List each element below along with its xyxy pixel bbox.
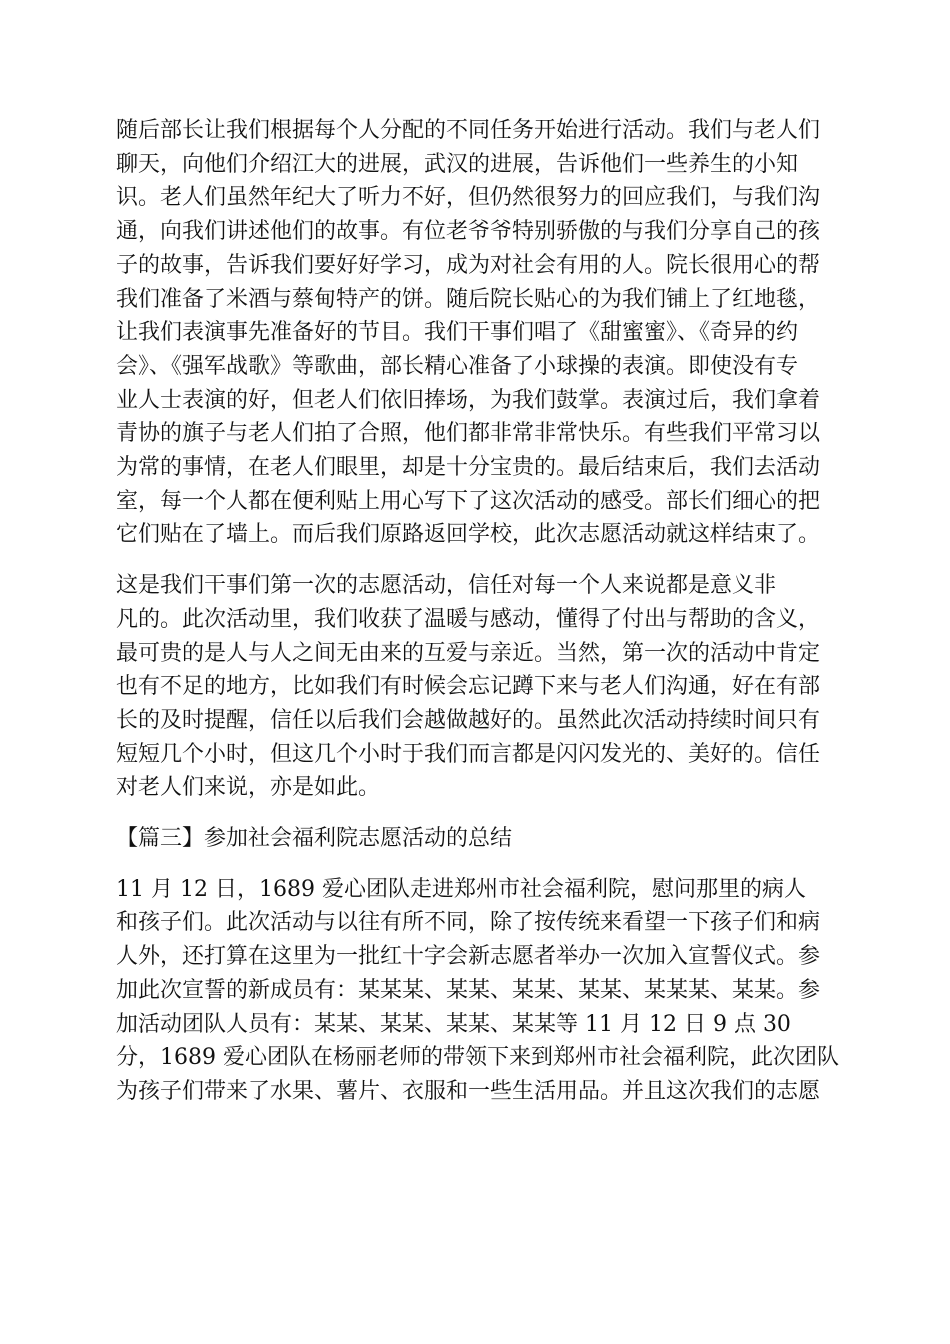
paragraph-spacer — [116, 552, 836, 569]
text-line: 子的故事，告诉我们要好好学习，成为对社会有用的人。院长很用心的帮 — [116, 252, 821, 278]
text-line: 长的及时提醒，信任以后我们会越做越好的。虽然此次活动持续时间只有 — [116, 707, 821, 733]
text-line: 为常的事情，在老人们眼里，却是十分宝贵的。最后结束后，我们去活动 — [116, 455, 821, 481]
text-line: 识。老人们虽然年纪大了听力不好，但仍然很努力的回应我们，与我们沟 — [116, 185, 821, 211]
text-line: 11 月 12 日，1689 爱心团队走进郑州市社会福利院，慰问那里的病人 — [116, 876, 806, 902]
document-page — [116, 114, 839, 1109]
text-line: 我们准备了米酒与蔡甸特产的饼。随后院长贴心的为我们铺上了红地毯， — [116, 286, 821, 312]
text-line: 青协的旗子与老人们拍了合照，他们都非常非常快乐。有些我们平常习以 — [116, 421, 821, 447]
text-line: 最可贵的是人与人之间无由来的互爱与亲近。当然，第一次的活动中肯定 — [116, 640, 821, 666]
text-line: 也有不足的地方，比如我们有时候会忘记蹲下来与老人们沟通，好在有部 — [116, 674, 821, 700]
text-line: 对老人们来说，亦是如此。 — [116, 775, 381, 801]
text-line: 业人士表演的好，但老人们依旧捧场，为我们鼓掌。表演过后，我们拿着 — [116, 387, 821, 413]
text-line: 这是我们干事们第一次的志愿活动，信任对每一个人来说都是意义非 — [116, 573, 777, 599]
text-line: 让我们表演事先准备好的节目。我们干事们唱了《甜蜜蜜》、《奇异的约 — [116, 320, 799, 346]
text-line: 短短几个小时，但这几个小时于我们而言都是闪闪发光的、美好的。信任 — [116, 741, 821, 767]
text-line: 加活动团队人员有：某某、某某、某某、某某等 11 月 12 日 9 点 30 — [116, 1011, 791, 1037]
paragraph-welfare-visit — [116, 873, 839, 1109]
text-line: 分，1689 爱心团队在杨丽老师的带领下来到郑州市社会福利院，此次团队 — [116, 1045, 839, 1071]
text-line: 聊天，向他们介绍江大的进展，武汉的进展，告诉他们一些养生的小知 — [116, 151, 799, 177]
paragraph-spacer — [116, 805, 836, 822]
text-line: 随后部长让我们根据每个人分配的不同任务开始进行活动。我们与老人们 — [116, 118, 821, 143]
text-line: 为孩子们带来了水果、薯片、衣服和一些生活用品。并且这次我们的志愿 — [116, 1078, 821, 1104]
text-line: 室，每一个人都在便利贴上用心写下了这次活动的感受。部长们细心的把 — [116, 488, 821, 514]
section-heading: 【篇三】参加社会福利院志愿活动的总结 — [116, 826, 513, 852]
text-line: 人外，还打算在这里为一批红十字会新志愿者举办一次加入宣誓仪式。参 — [116, 944, 821, 970]
text-line: 凡的。此次活动里，我们收获了温暖与感动，懂得了付出与帮助的含义， — [116, 606, 821, 632]
paragraph-activity — [116, 114, 836, 552]
paragraph-reflection — [116, 569, 836, 805]
text-line: 它们贴在了墙上。而后我们原路返回学校，此次志愿活动就这样结束了。 — [116, 522, 821, 548]
paragraph-spacer — [116, 856, 836, 873]
text-line: 和孩子们。此次活动与以往有所不同，除了按传统来看望一下孩子们和病 — [116, 910, 821, 936]
text-line: 会》、《强军战歌》等歌曲，部长精心准备了小球操的表演。即使没有专 — [116, 353, 799, 379]
text-line: 加此次宣誓的新成员有：某某某、某某、某某、某某、某某某、某某。参 — [116, 977, 821, 1003]
text-line: 通，向我们讲述他们的故事。有位老爷爷特别骄傲的与我们分享自己的孩 — [116, 219, 821, 245]
